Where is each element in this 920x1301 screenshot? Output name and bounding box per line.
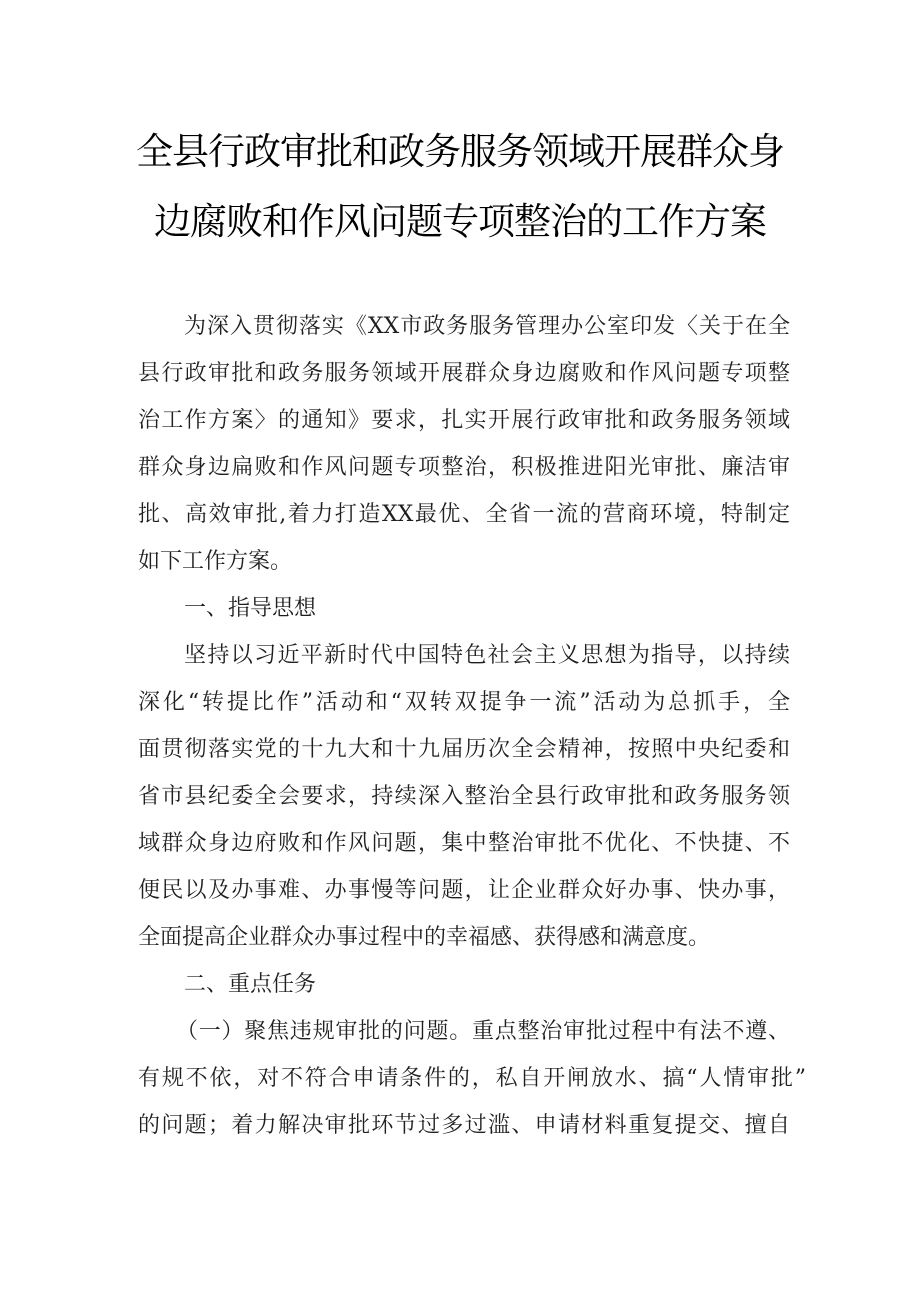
body-line: 有规不依，对不符合申请条件的，私自开闸放水、搞“人情审批” [138, 1066, 806, 1091]
body-line: 便民以及办事难、办事慢等问题，让企业群众好办事、快办事， [138, 878, 790, 903]
body-line: 的问题；着力解决审批环节过多过滥、申请材料重复提交、擅自 [138, 1113, 790, 1138]
section-heading: 一、指导思想 [184, 596, 317, 621]
section-heading: 二、重点任务 [184, 972, 317, 997]
body-line: 全面提高企业群众办事过程中的幸福感、获得感和满意度。 [138, 925, 711, 950]
body-line: 如下工作方案。 [138, 549, 293, 574]
body-line: 面贯彻落实党的十九大和十九届历次全会精神，按照中央纪委和 [138, 737, 790, 762]
body-line: 为深入贯彻落实《XX市政务服务管理办公室印发〈关于在全 [184, 314, 790, 339]
body-line: 省市县纪委全会要求，持续深入整治全县行政审批和政务服务领 [138, 784, 790, 809]
body-line: 治工作方案〉的通知》要求，扎实开展行政审批和政务服务领域 [138, 408, 790, 433]
body-line: 域群众身边府败和作风问题，集中整治审批不优化、不快捷、不 [138, 831, 790, 856]
body-line: 群众身边扁败和作风问题专项整治，积极推进阳光审批、廉洁审 [138, 455, 790, 480]
body-line: 坚持以习近平新时代中国特色社会主义思想为指导，以持续 [184, 643, 790, 668]
document-title-line-2: 边腐败和作风问题专项整治的工作方案 [154, 200, 766, 243]
body-line: 批、高效审批,着力打造XX最优、全省一流的营商环境，特制定 [138, 502, 790, 527]
document-title-line-1: 全县行政审批和政务服务领域开展群众身 [136, 130, 784, 173]
body-line: 深化“转提比作”活动和“双转双提争一流”活动为总抓手，全 [138, 690, 790, 715]
body-line: 县行政审批和政务服务领域开展群众身边腐败和作风问题专项整 [138, 361, 790, 386]
body-line: （一）聚焦违规审批的问题。重点整治审批过程中有法不遵、 [176, 1019, 790, 1044]
